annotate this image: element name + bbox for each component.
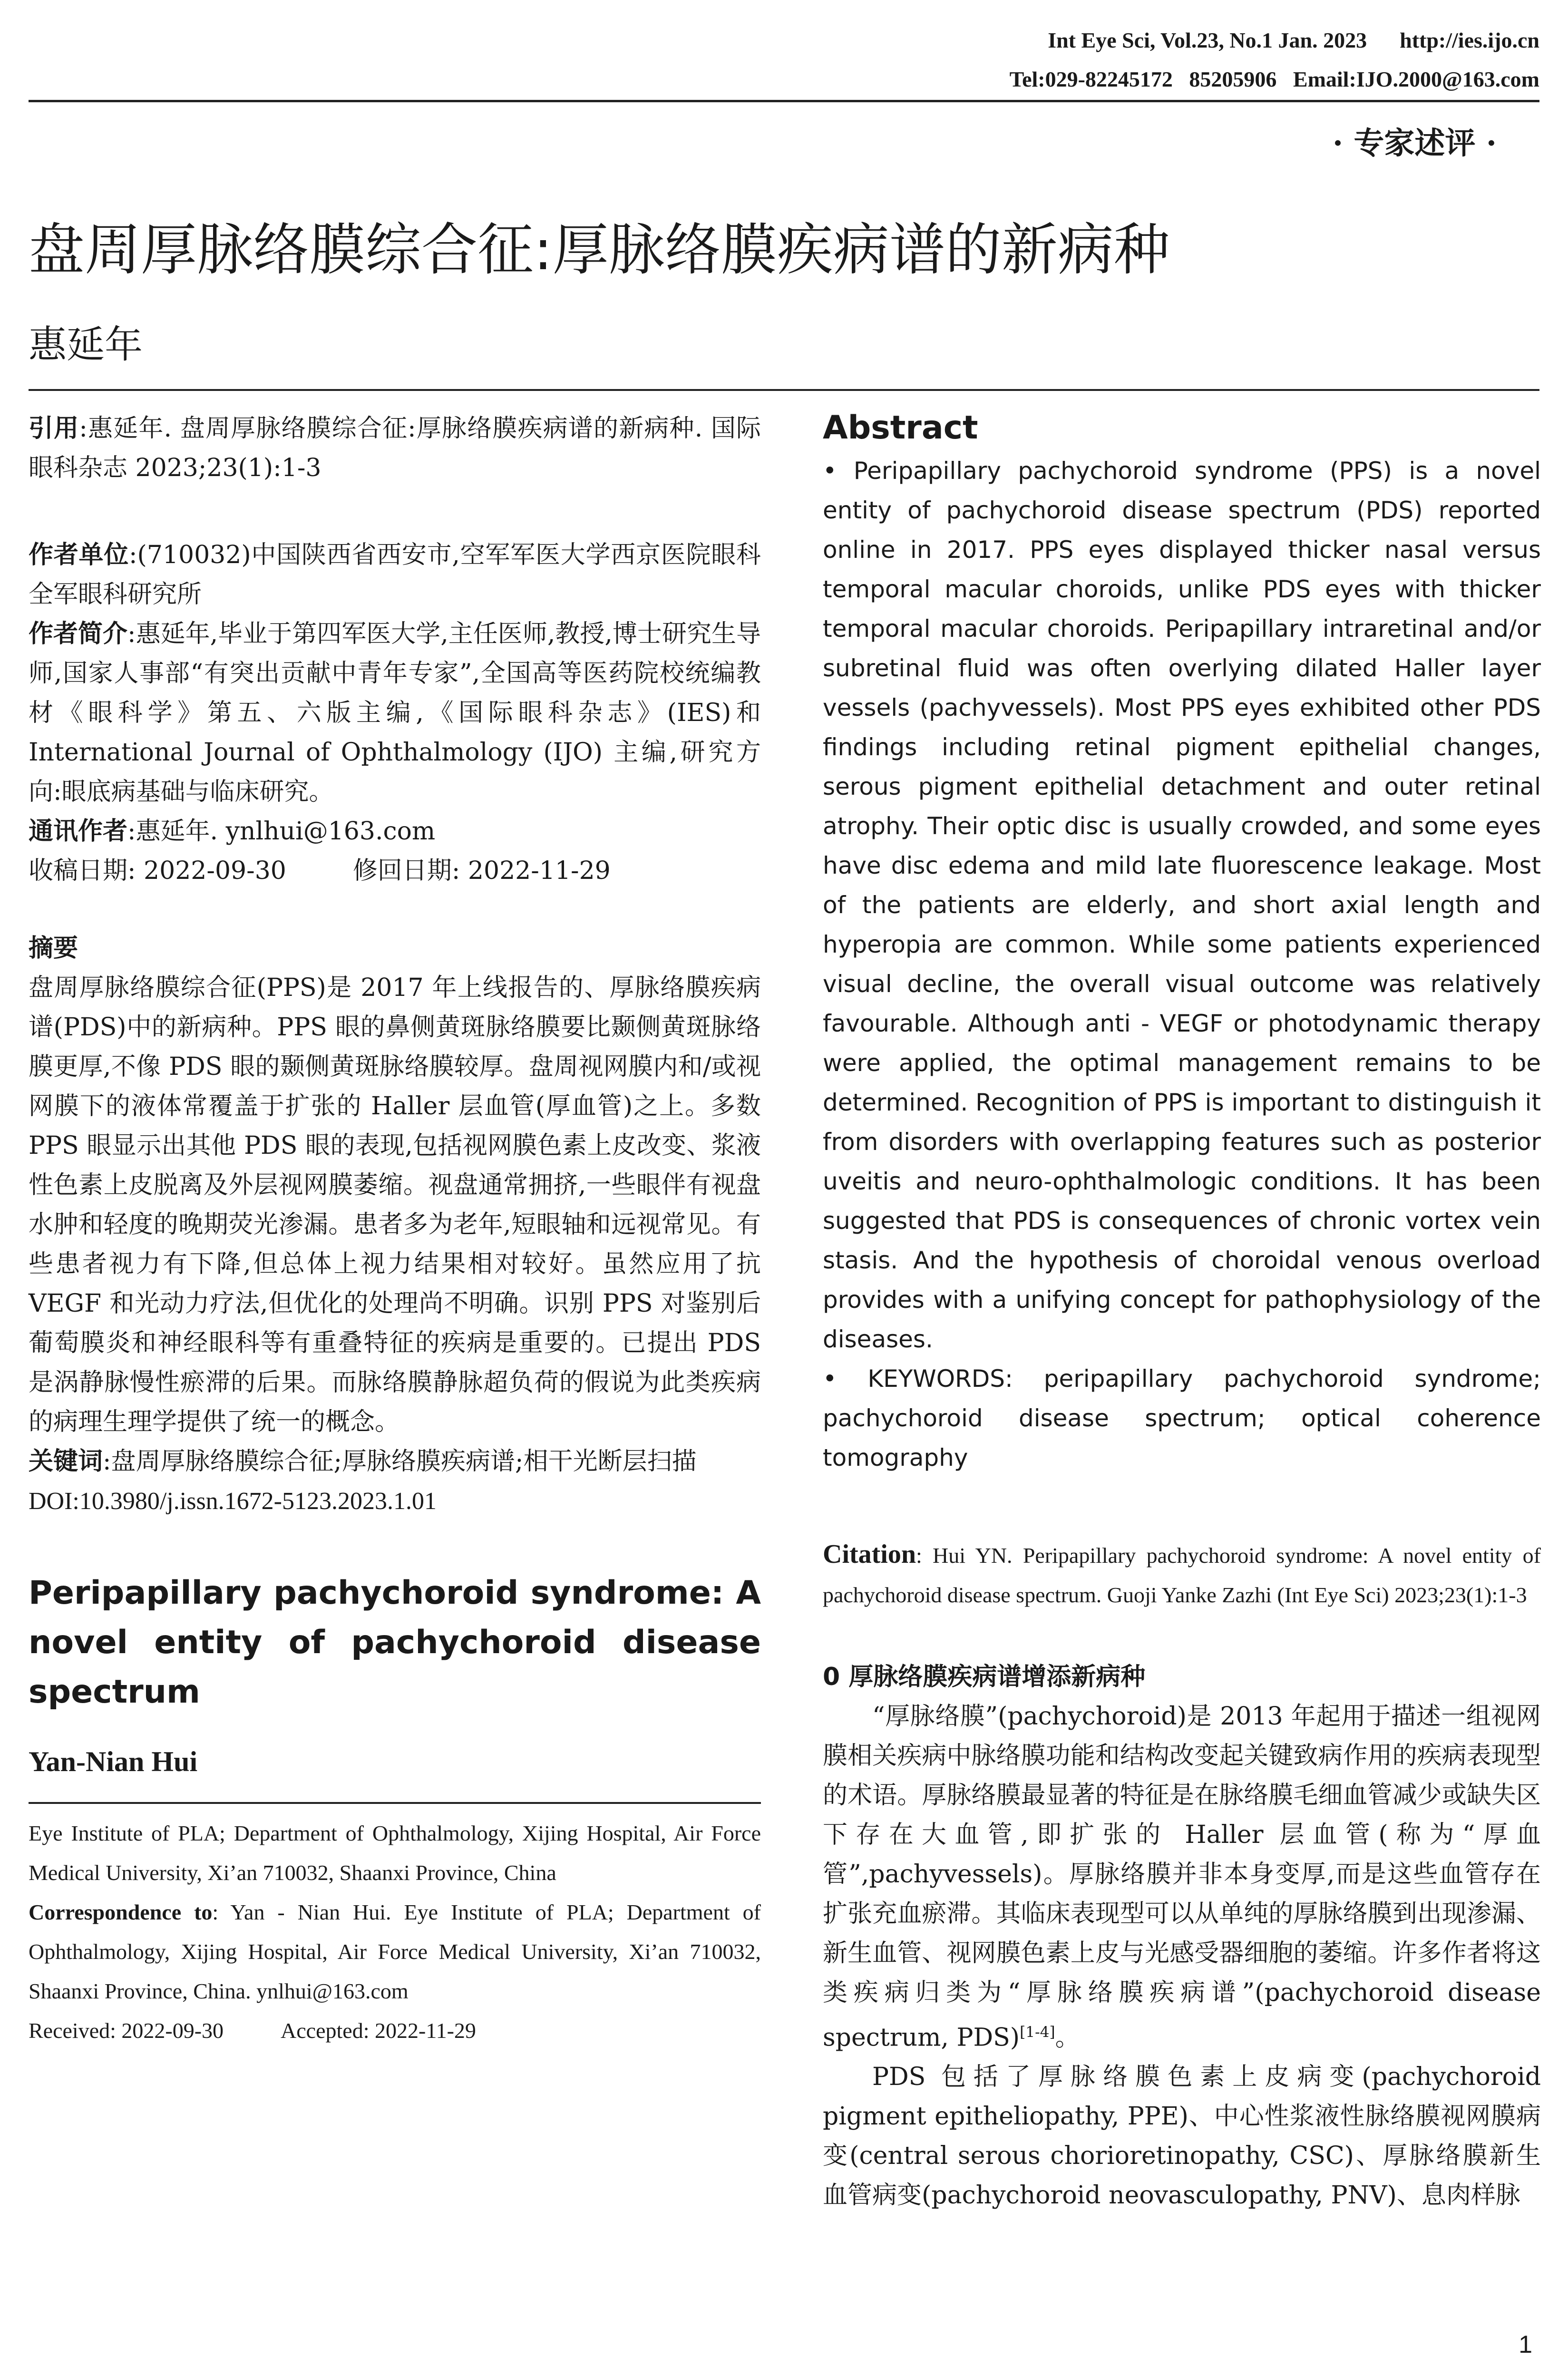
page-number: 1 — [1519, 2331, 1532, 2358]
english-correspondence — [29, 1892, 761, 2011]
dates-block — [29, 851, 761, 891]
citation-en-text: : Hui YN. Peripapillary pachychoroid syndrome: A novel entity of pachychoroid disease spectrum. Guoji Yanke Zazhi (Int Eye Sci) 2023;23(1):1-3 — [823, 1543, 1541, 1607]
citation-label: 引用 — [29, 414, 79, 443]
english-title: Peripapillary pachychoroid syndrome: A novel entity of pachychoroid disease spectrum — [29, 1574, 761, 1711]
journal-info-line1: Int Eye Sci, Vol.23, No.1 Jan. 2023 http://ies.ijo.cn — [1048, 28, 1539, 52]
abstract-text-zh: 盘周厚脉络膜综合征(PPS)是 2017 年上线报告的、厚脉络膜疾病谱(PDS)中的新病种。PPS 眼的鼻侧黄斑脉络膜要比颞侧黄斑脉络膜更厚,不像 PDS 眼的颞侧黄斑脉络膜较厚。盘周视网膜内和/或视网膜下的液体常覆盖于扩张的 Haller 层血管(厚血管)之上。多数 PPS 眼显示出其他 PDS 眼的表现,包括视网膜色素上皮改变、浆液性色素上皮脱离及外层视网膜萎缩。视盘通常拥挤,一些眼伴有视盘水肿和轻度的晚期荧光渗漏。患者多为老年,短眼轴和远视常见。有些患者视力有下降,但总体上视力结果相对较好。虽然应用了抗 VEGF 和光动力疗法,但优化的处理尚不明确。识别 PPS 对鉴别后葡萄膜炎和神经眼科等有重叠特征的疾病是重要的。已提出 PDS 是涡静脉慢性瘀滞的后果。而脉络膜静脉超负荷的假说为此类疾病的病理生理学提供了统一的概念。 — [29, 974, 761, 1436]
abstract-heading-en: Abstract — [823, 409, 978, 447]
column-tag: · 专家述评 · — [1332, 126, 1497, 161]
page-title: 盘周厚脉络膜综合征:厚脉络膜疾病谱的新病种 — [29, 217, 1170, 283]
left-column — [29, 409, 761, 2050]
citation-text: :惠延年. 盘周厚脉络膜综合征:厚脉络膜疾病谱的新病种. 国际眼科杂志 2023;23(1):1-3 — [29, 414, 761, 482]
journal-contact-line: Tel:029-82245172 85205906 Email:IJO.2000@163.com — [1009, 67, 1539, 91]
correspondence-text: :惠延年. ynlhui@163.com — [127, 817, 436, 846]
keywords-en: • KEYWORDS: peripapillary pachychoroid syndrome; pachychoroid disease spectrum; optical coherence tomography — [823, 1365, 1541, 1471]
title-rule — [29, 389, 1539, 391]
section-paragraph-1 — [823, 1697, 1541, 2057]
bio-label: 作者简介 — [29, 620, 128, 648]
header-rule — [29, 100, 1539, 102]
citation-en-label: Citation — [823, 1539, 916, 1569]
doi: DOI:10.3980/j.issn.1672-5123.2023.1.01 — [29, 1488, 437, 1515]
english-author: Yan-Nian Hui — [29, 1746, 198, 1777]
keywords-label: 关键词 — [29, 1447, 103, 1476]
reference-marker: [1-4] — [1020, 2024, 1055, 2041]
section-paragraph-1-end: 。 — [1055, 2023, 1080, 2052]
bio-block — [29, 614, 761, 812]
keywords-text: :盘周厚脉络膜综合征;厚脉络膜疾病谱;相干光断层扫描 — [103, 1447, 697, 1476]
citation-en — [823, 1535, 1541, 1615]
revised-date: 修回日期: 2022-11-29 — [352, 857, 611, 885]
english-correspondence-label: Correspondence to — [29, 1900, 213, 1924]
english-dates — [29, 2011, 761, 2050]
right-column — [823, 409, 1541, 2215]
english-affiliation: Eye Institute of PLA; Department of Ophthalmology, Xijing Hospital, Air Force Medical University, Xi’an 710032, Shaanxi Province, China — [29, 1821, 761, 1885]
citation-block — [29, 409, 761, 488]
affiliation-label: 作者单位 — [29, 541, 129, 569]
section-paragraph-1-text: “厚脉络膜”(pachychoroid)是 2013 年起用于描述一组视网膜相关疾病中脉络膜功能和结构改变起关键致病作用的疾病表现型的术语。厚脉络膜最显著的特征是在脉络膜毛细血管减少或缺失区下存在大血管,即扩张的 Haller 层血管(称为“厚血管”,pachyvessels)。厚脉络膜并非本身变厚,而是这些血管存在扩张充血瘀滞。其临床表现型可以从单纯的厚脉络膜到出现渗漏、新生血管、视网膜色素上皮与光感受器细胞的萎缩。许多作者将这类疾病归类为“厚脉络膜疾病谱”(pachychoroid disease spectrum, PDS) — [823, 1702, 1541, 2052]
affiliation-text: :(710032)中国陕西省西安市,空军军医大学西京医院眼科 全军眼科研究所 — [29, 541, 761, 609]
english-received: Received: 2022-09-30 — [29, 2018, 224, 2043]
english-correspondence-text: : Yan - Nian Hui. Eye Institute of PLA; Department of Ophthalmology, Xijing Hospital, Air Force Medical University, Xi’an 710032, Shaanxi Province, China. ynlhui@163.com — [29, 1900, 761, 2003]
section-paragraph-2: PDS 包括了厚脉络膜色素上皮病变(pachychoroid pigment epitheliopathy, PPE)、中心性浆液性脉络膜视网膜病变(central serous chorioretinopathy, CSC)、厚脉络膜新生血管病变(pachychoroid neovasculopathy, PNV)、息肉样脉 — [823, 2063, 1541, 2210]
section-heading: 0 厚脉络膜疾病谱增添新病种 — [823, 1663, 1146, 1691]
english-accepted: Accepted: 2022-11-29 — [281, 2018, 476, 2043]
affiliation-block — [29, 536, 761, 614]
abstract-heading-zh: 摘要 — [29, 934, 78, 963]
bio-text: :惠延年,毕业于第四军医大学,主任医师,教授,博士研究生导师,国家人事部“有突出贡献中青年专家”,全国高等医药院校统编教材《眼科学》第五、六版主编,《国际眼科杂志》(IES)和 International Journal of Ophthalmology (IJO) 主编,研究方向:眼底病基础与临床研究。 — [29, 620, 761, 806]
keywords-block — [29, 1442, 761, 1481]
author-name: 惠延年 — [29, 322, 143, 367]
abstract-text-en: • Peripapillary pachychoroid syndrome (PPS) is a novel entity of pachychoroid disease spectrum (PDS) reported online in 2017. PPS eyes displayed thicker nasal versus temporal macular choroids, unlike PDS eyes with thicker temporal macular choroids. Peripapillary intraretinal and/or subretinal fluid was often overlying dilated Haller layer vessels (pachyvessels). Most PPS eyes exhibited other PDS findings including retinal pigment epithelial changes, serous pigment epithelial detachment and outer retinal atrophy. Their optic disc is usually crowded, and some eyes have disc edema and mild late fluorescence leakage. Most of the patients are elderly, and short axial length and hyperopia are common. While some patients experienced visual decline, the overall visual outcome was relatively favourable. Although anti - VEGF or photodynamic therapy were applied, the optimal management remains to be determined. Recognition of PPS is important to distinguish it from disorders with overlapping features such as posterior uveitis and neuro-ophthalmologic conditions. It has been suggested that PDS is consequences of chronic vortex vein stasis. And the hypothesis of choroidal venous overload provides with a unifying concept for pathophysiology of the diseases. — [823, 457, 1541, 1353]
received-date: 收稿日期: 2022-09-30 — [29, 857, 286, 885]
correspondence-label: 通讯作者 — [29, 817, 128, 846]
correspondence-block — [29, 812, 761, 851]
english-author-rule — [29, 1802, 761, 1804]
